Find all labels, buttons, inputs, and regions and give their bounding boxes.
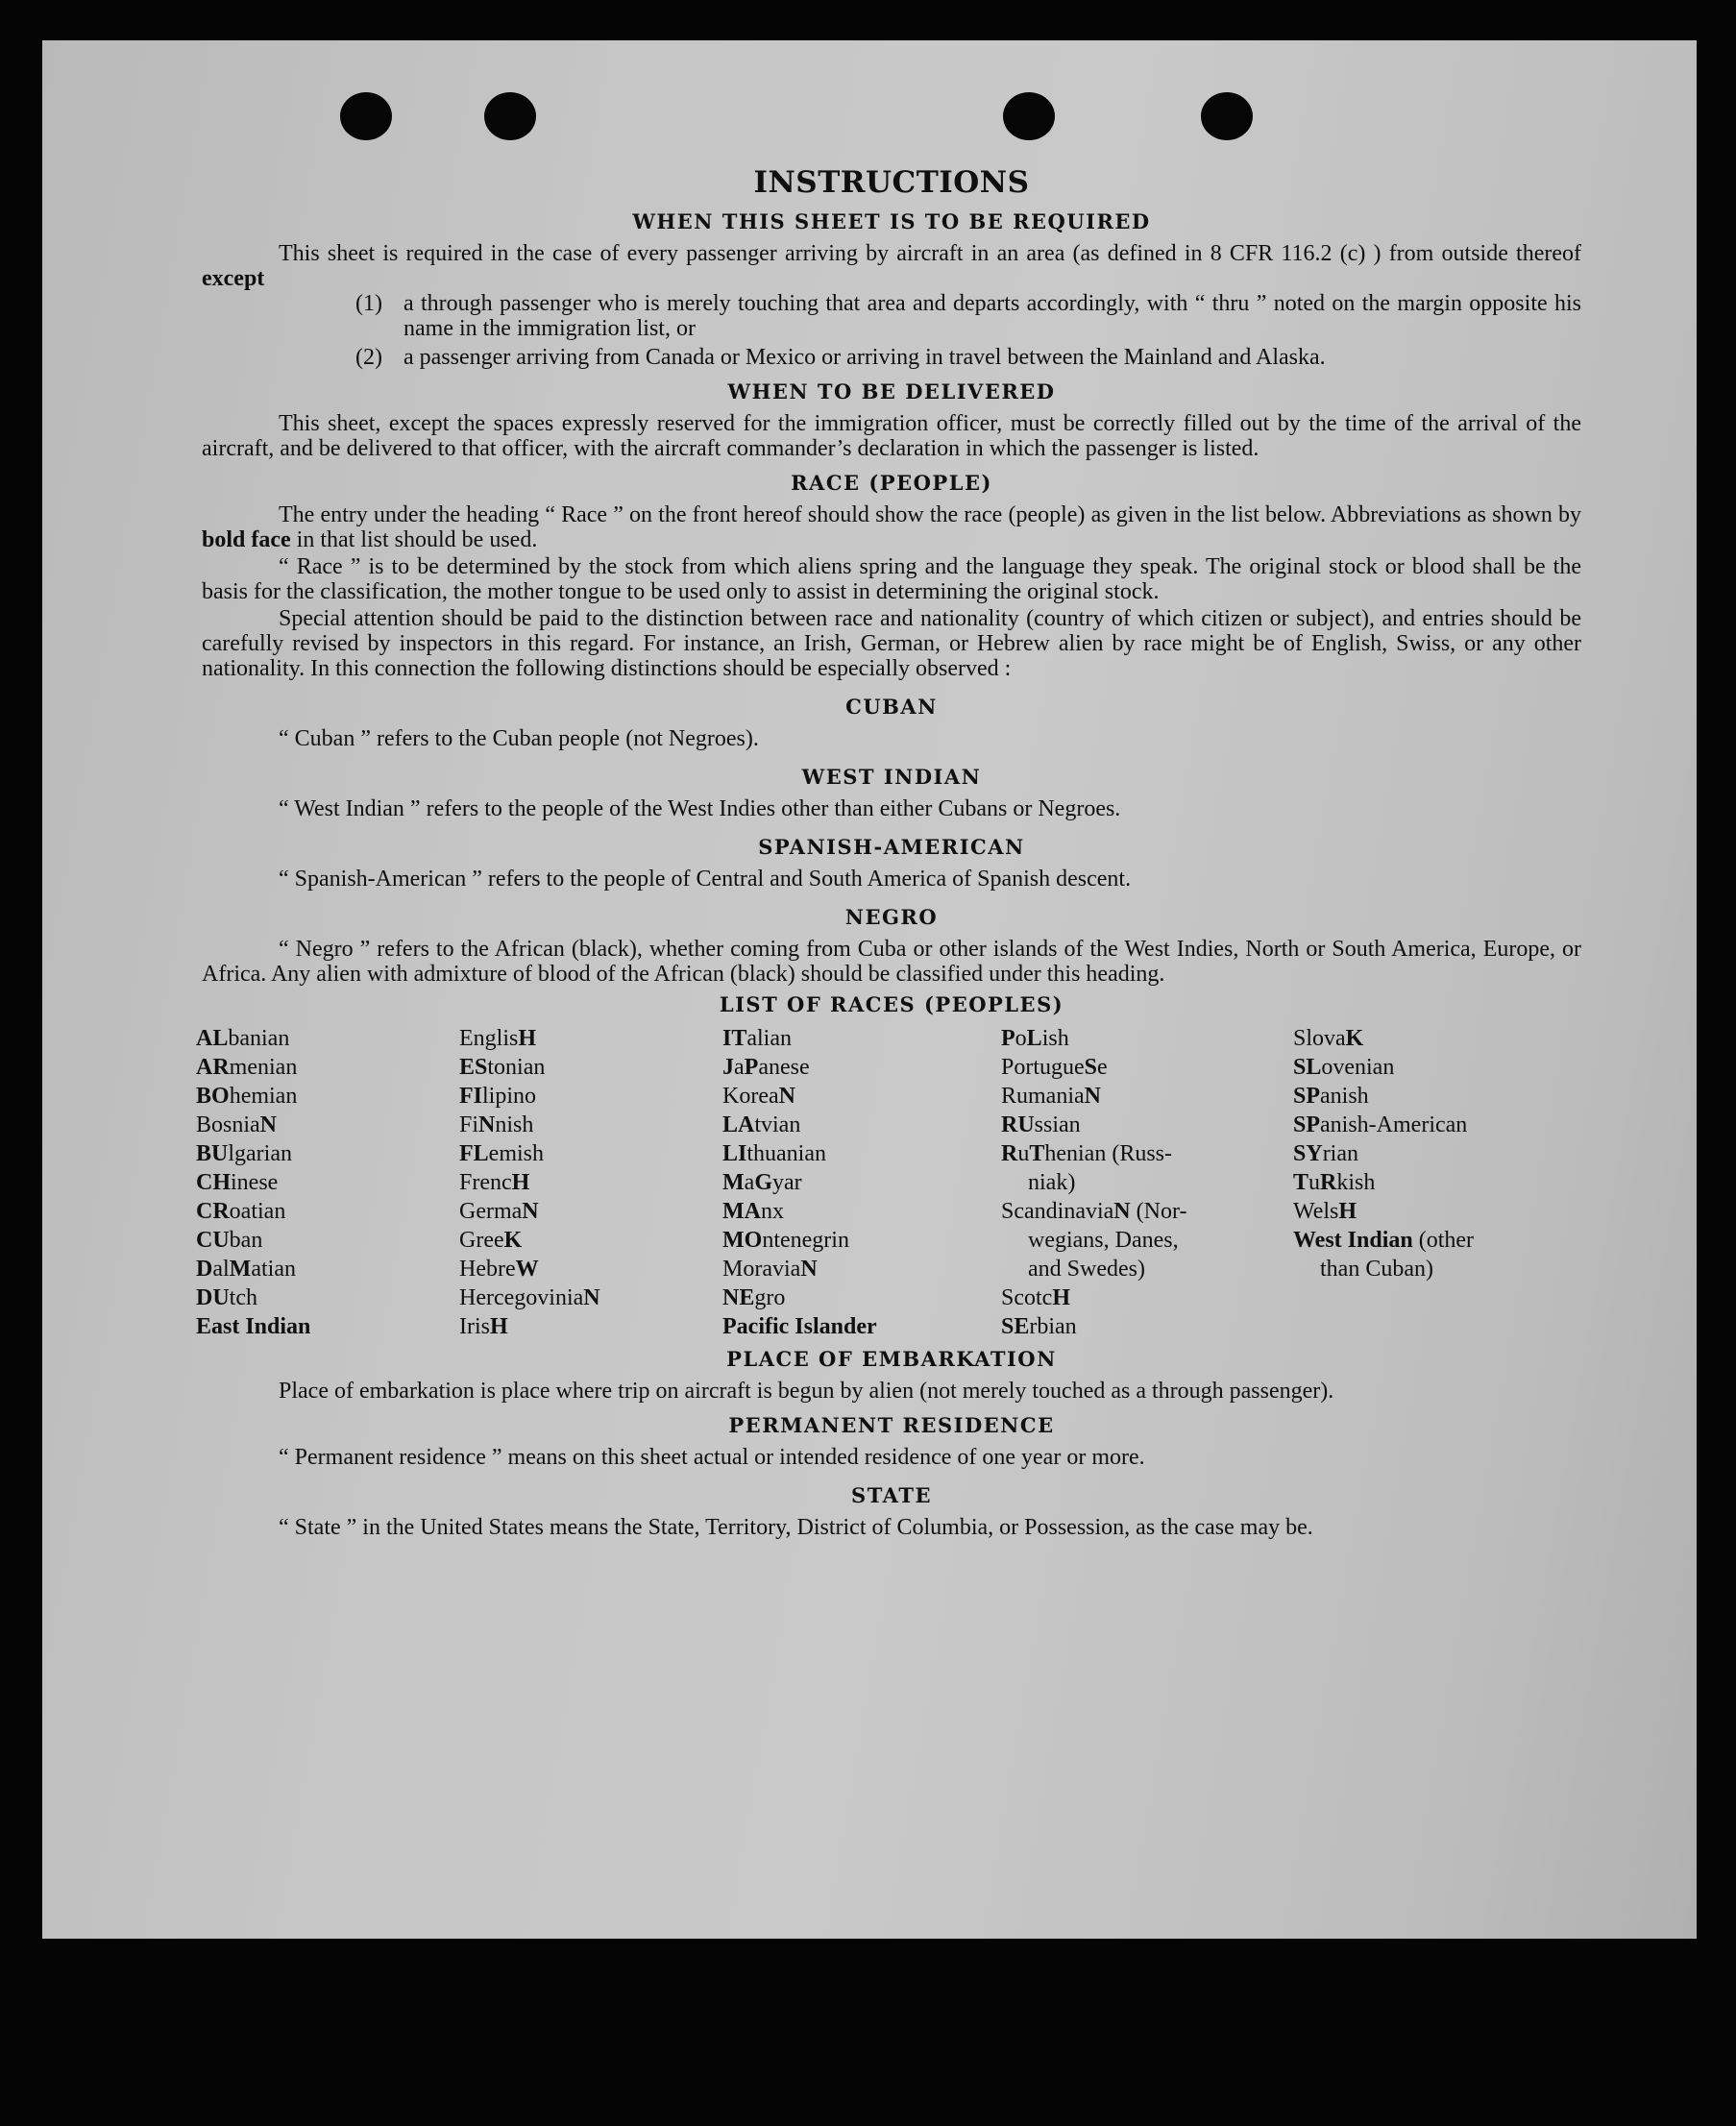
race-entry: JaPanese: [722, 1055, 810, 1080]
race-entry: FLemish: [459, 1141, 544, 1166]
race-entry: SLovenian: [1293, 1055, 1395, 1080]
race-entry: CHinese: [196, 1170, 279, 1195]
race-entry: MoraviaN: [722, 1257, 818, 1282]
west-indian-text: “ West Indian ” refers to the people of the West Indies other than either Cubans or Negroes.: [279, 796, 1121, 821]
race-entry: East Indian: [196, 1314, 311, 1339]
race-entry: PortugueSe: [1001, 1055, 1108, 1080]
document-sheet: [42, 40, 1697, 1939]
race-entry: SYrian: [1293, 1141, 1358, 1166]
race-entry: EnglisH: [459, 1026, 537, 1051]
race-entry: DalMatian: [196, 1257, 296, 1282]
page-title: INSTRUCTIONS: [753, 165, 1030, 200]
instructions-content: [196, 165, 1581, 1540]
race-entry: niak): [1028, 1170, 1076, 1195]
heading-negro: NEGRO: [844, 905, 939, 929]
heading-place-of-embarkation: PLACE OF EMBARKATION: [726, 1347, 1057, 1371]
race-entry: ARmenian: [196, 1055, 298, 1080]
heading-state: STATE: [851, 1483, 932, 1507]
race-entry: CRoatian: [196, 1199, 286, 1224]
race-entry: Pacific Islander: [722, 1314, 877, 1339]
race-entry: IrisH: [459, 1314, 508, 1339]
race-column: [459, 1024, 722, 1341]
race-entry: BOhemian: [196, 1084, 298, 1109]
race-paragraph-2: “ Race ” is to be determined by the stock from which aliens spring and the language they speak. The original stock or blood shall be the basis for the classification, the mother tongue to be used only to assist in determining the original stock.: [202, 554, 1581, 604]
heading-race: RACE (PEOPLE): [791, 471, 992, 495]
race-entry: MAnx: [722, 1199, 784, 1224]
list-item: (1) a through passenger who is merely touching that area and departs accordingly, with “ thru ” noted on the margin opposite his name in the immigration list, or: [355, 291, 1581, 341]
race-entry: RUssian: [1001, 1112, 1081, 1137]
punch-hole: [340, 92, 392, 140]
heading-when-delivered: WHEN TO BE DELIVERED: [727, 379, 1056, 403]
race-entry: HebreW: [459, 1257, 539, 1282]
race-entry: MOntenegrin: [722, 1228, 849, 1253]
race-entry: ITalian: [722, 1026, 792, 1051]
race-entry: GreeK: [459, 1228, 523, 1253]
race-entry: SErbian: [1001, 1314, 1077, 1339]
race-entry: WelsH: [1293, 1199, 1357, 1224]
heading-spanish-american: SPANISH-AMERICAN: [758, 835, 1025, 859]
race-column: [1001, 1024, 1293, 1341]
punch-hole: [1003, 92, 1055, 140]
race-entry: and Swedes): [1028, 1257, 1145, 1282]
races-list: [196, 1024, 1581, 1341]
race-entry: West Indian (other: [1293, 1228, 1475, 1253]
race-entry: wegians, Danes,: [1028, 1228, 1179, 1253]
heading-list-of-races: LIST OF RACES (PEOPLES): [719, 992, 1064, 1016]
cuban-text: “ Cuban ” refers to the Cuban people (not Negroes).: [279, 726, 759, 751]
state-text: “ State ” in the United States means the State, Territory, District of Columbia, or Possession, as the case may be.: [279, 1515, 1313, 1540]
when-required-intro: This sheet is required in the case of every passenger arriving by aircraft in an area (as defined in 8 CFR 116.2 (c) ) from outside thereof except: [202, 241, 1581, 291]
race-entry: LIthuanian: [722, 1141, 826, 1166]
race-entry: SPanish-American: [1293, 1112, 1468, 1137]
race-entry: NEgro: [722, 1285, 786, 1310]
heading-west-indian: WEST INDIAN: [801, 765, 982, 789]
race-entry: GermaN: [459, 1199, 539, 1224]
race-entry: EStonian: [459, 1055, 546, 1080]
race-entry: ScandinaviaN (Nor-: [1001, 1199, 1187, 1224]
race-paragraph-1: The entry under the heading “ Race ” on the front hereof should show the race (people) as given in the list below. Abbreviations as shown by bold face in that list should be used.: [202, 502, 1581, 552]
race-entry: BosniaN: [196, 1112, 278, 1137]
race-entry: LAtvian: [722, 1112, 801, 1137]
race-entry: ScotcH: [1001, 1285, 1070, 1310]
race-entry: ALbanian: [196, 1026, 290, 1051]
punch-hole: [1201, 92, 1253, 140]
heading-cuban: CUBAN: [845, 695, 938, 719]
race-entry: SPanish: [1293, 1084, 1369, 1109]
race-column: [722, 1024, 1001, 1341]
race-entry: MaGyar: [722, 1170, 802, 1195]
race-paragraph-3: Special attention should be paid to the distinction between race and nationality (country of which citizen or subject), and entries should be carefully revised by inspectors in this regard. For instance, an Irish, German, or Hebrew alien by race might be of English, Swiss, or any other nationality. In this connection the following distinctions should be especially observed :: [202, 606, 1581, 681]
race-entry: PoLish: [1001, 1026, 1069, 1051]
race-entry: SlovaK: [1293, 1026, 1364, 1051]
heading-permanent-residence: PERMANENT RESIDENCE: [728, 1413, 1055, 1437]
race-entry: DUtch: [196, 1285, 257, 1310]
race-column: [196, 1024, 459, 1341]
negro-text: “ Negro ” refers to the African (black), whether coming from Cuba or other islands of the West Indies, North or South America, Europe, or Africa. Any alien with admixture of blood of the African (black) should be classified under this heading.: [202, 937, 1581, 987]
race-entry: than Cuban): [1320, 1257, 1433, 1282]
race-entry: FiNnish: [459, 1112, 534, 1137]
race-entry: RuThenian (Russ-: [1001, 1141, 1173, 1166]
heading-when-required: WHEN THIS SHEET IS TO BE REQUIRED: [632, 209, 1151, 233]
race-entry: FIlipino: [459, 1084, 537, 1109]
race-entry: TuRkish: [1293, 1170, 1376, 1195]
punch-hole: [484, 92, 536, 140]
place-of-embarkation-text: Place of embarkation is place where trip on aircraft is begun by alien (not merely touched as a through passenger).: [279, 1379, 1334, 1404]
when-delivered-text: This sheet, except the spaces expressly reserved for the immigration officer, must be correctly filled out by the time of the arrival of the aircraft, and be delivered to that officer, with the aircraft commander’s declaration in which the passenger is listed.: [202, 411, 1581, 461]
race-entry: HercegoviniaN: [459, 1285, 600, 1310]
race-entry: FrencH: [459, 1170, 530, 1195]
spanish-american-text: “ Spanish-American ” refers to the people of Central and South America of Spanish descent.: [279, 867, 1132, 892]
list-item: (2) a passenger arriving from Canada or Mexico or arriving in travel between the Mainland and Alaska.: [355, 345, 1326, 370]
race-entry: KoreaN: [722, 1084, 795, 1109]
permanent-residence-text: “ Permanent residence ” means on this sheet actual or intended residence of one year or more.: [279, 1445, 1145, 1470]
race-entry: CUban: [196, 1228, 263, 1253]
race-entry: RumaniaN: [1001, 1084, 1101, 1109]
race-entry: BUlgarian: [196, 1141, 292, 1166]
race-column: [1293, 1024, 1576, 1341]
